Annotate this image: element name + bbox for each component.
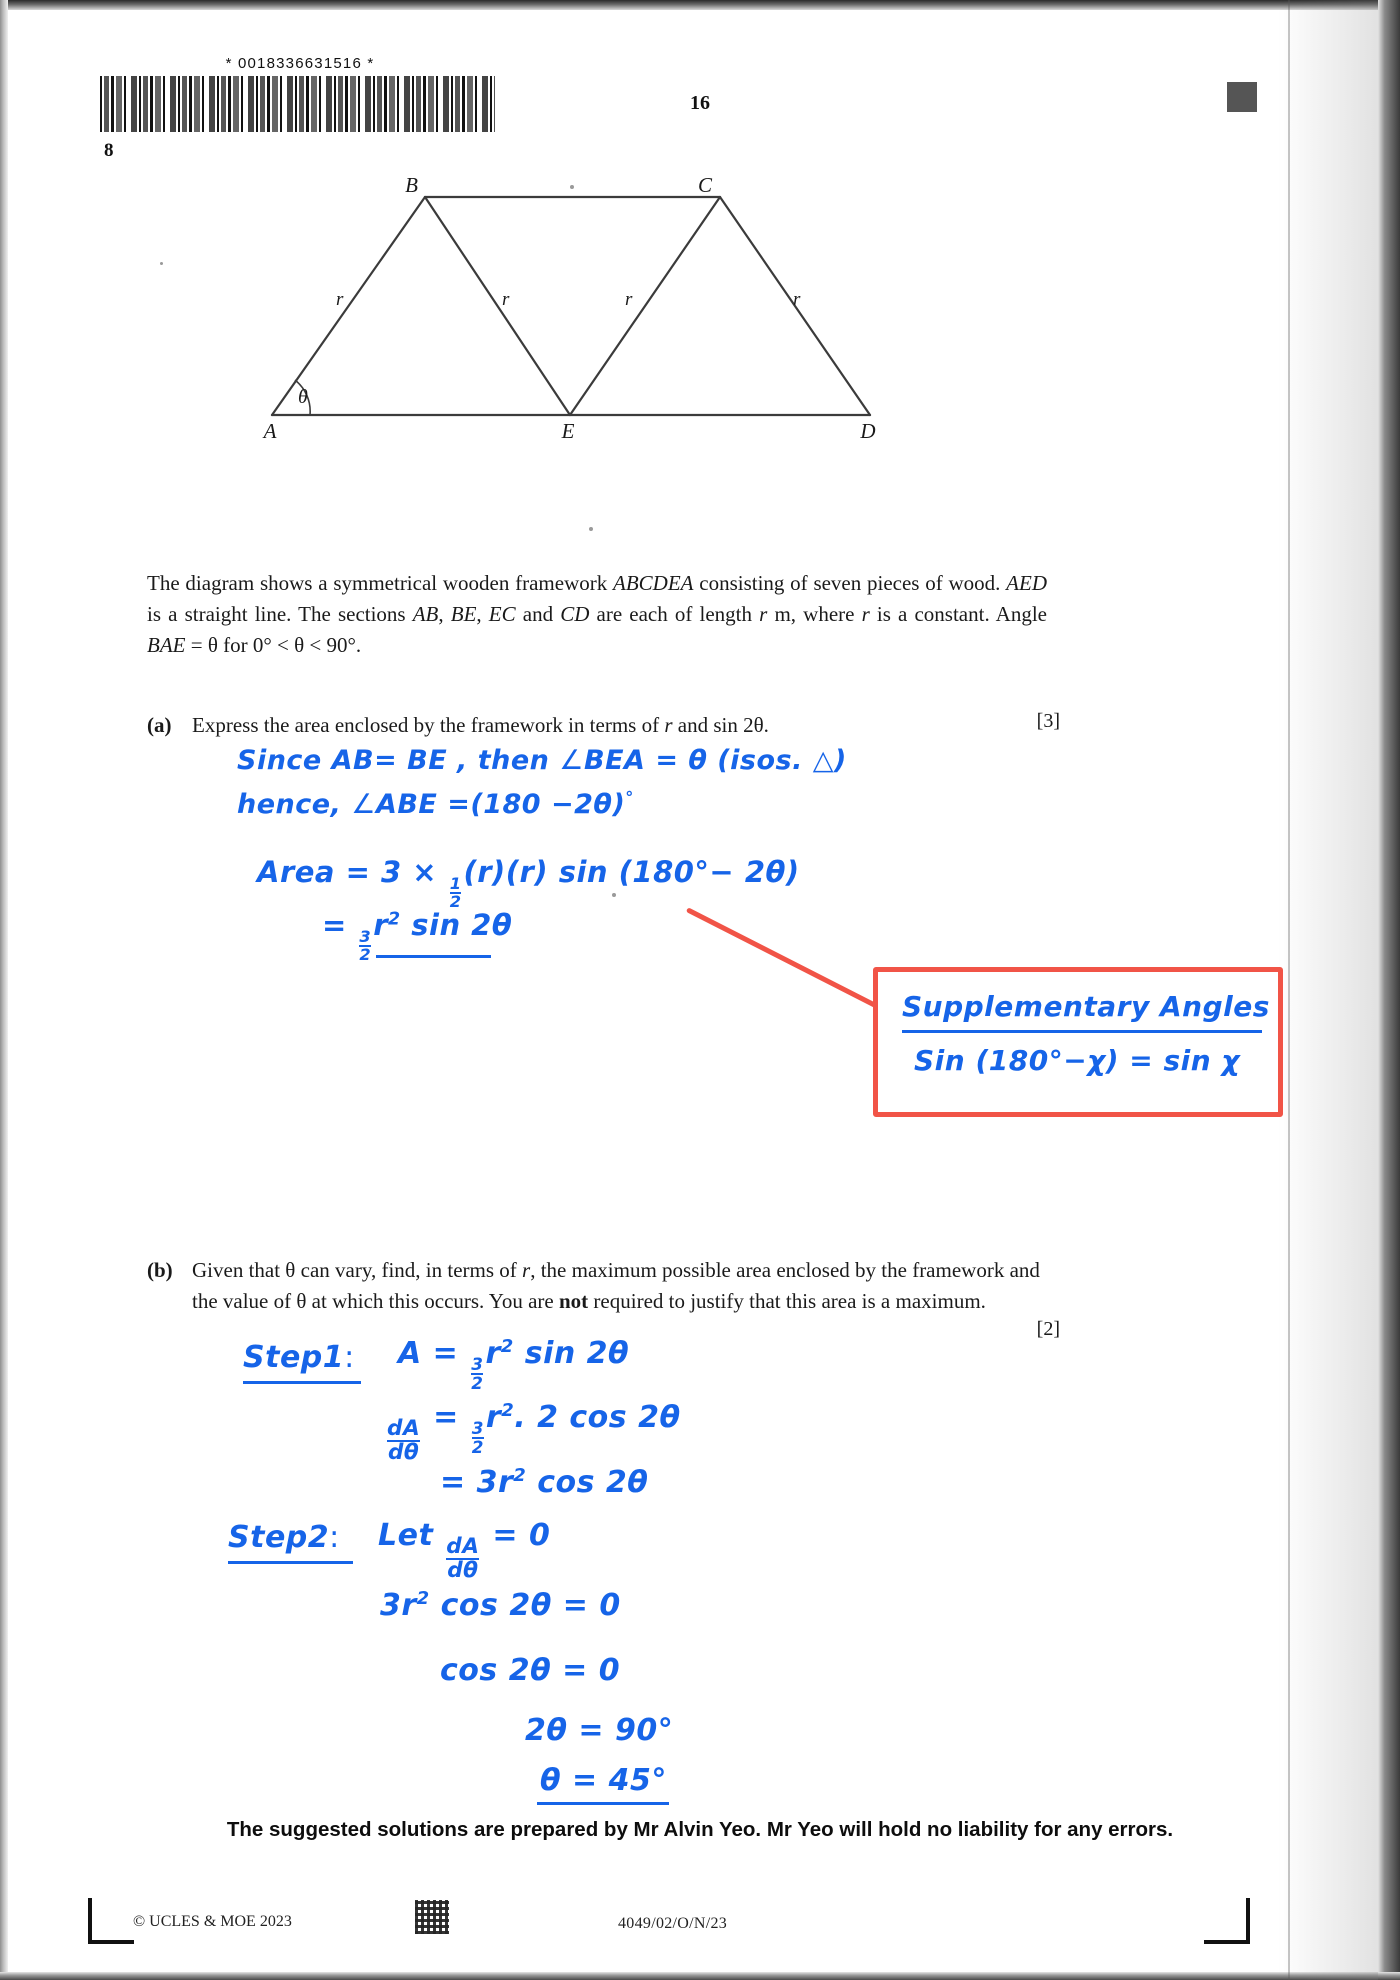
copyright-text: © UCLES & MOE 2023 <box>133 1913 292 1930</box>
part-a-italic-r: r <box>664 713 673 737</box>
stem-sep-3: and <box>515 602 561 626</box>
vertex-label-D: D <box>860 419 876 440</box>
fraction-dA-dtheta <box>446 1533 480 1583</box>
solution-a-line-1 <box>237 745 847 776</box>
framework-diagram <box>240 175 920 440</box>
fraction-denominator: dθ <box>387 1439 420 1465</box>
let-equals-zero: = 0 <box>492 1518 551 1553</box>
stem-framework: ABCDEA <box>613 571 694 595</box>
fraction-numerator: 3 <box>359 926 372 946</box>
part-b-line2-a: and the value of θ at which this occurs. You are <box>192 1258 1040 1313</box>
scan-spine-shadow <box>1278 0 1378 1980</box>
framework-svg <box>240 175 920 440</box>
vertex-label-E: E <box>561 419 575 440</box>
eq1-exponent: 2 <box>416 1588 430 1609</box>
solution-a-line2-post: ABE =(180 −2θ) <box>375 789 626 820</box>
scan-spine-line <box>1288 0 1290 1980</box>
scan-edge-left <box>0 0 8 1980</box>
line-A-rest: sin 2θ <box>513 1336 630 1371</box>
step1-underline <box>243 1381 361 1384</box>
stem-r-2: r <box>861 602 870 626</box>
question-number: 8 <box>104 140 114 161</box>
step2-colon: : <box>329 1520 340 1555</box>
stem-ab: AB <box>412 602 439 626</box>
fraction-one-half <box>449 873 462 912</box>
crop-mark-left <box>88 1898 134 1944</box>
part-a <box>147 710 1047 741</box>
result-r: r <box>373 908 389 942</box>
stem-ec: EC <box>488 602 516 626</box>
step1-colon: : <box>344 1340 355 1375</box>
step1-text: Step1 <box>243 1340 345 1375</box>
segment-AB <box>272 197 425 415</box>
vertex-label-A: A <box>263 419 277 440</box>
segment-BE <box>425 197 570 415</box>
result-rest: sin 2θ <box>400 908 513 942</box>
fraction-denominator: 2 <box>449 892 462 912</box>
scan-edge-top <box>0 0 1400 10</box>
derivative-r: r <box>485 1400 502 1435</box>
fraction-numerator: dA <box>387 1415 421 1441</box>
solution-b-step1-label <box>243 1340 355 1375</box>
vertex-label-B: B <box>405 175 418 197</box>
qr-code-icon <box>415 1900 449 1934</box>
scan-speck <box>160 262 163 265</box>
part-b-line1-a: Given that θ can vary, find, in terms of <box>192 1258 523 1282</box>
part-a-text-after: and sin 2θ. <box>672 713 769 737</box>
stem-text-2d: is a constant. Angle <box>869 602 1047 626</box>
crop-mark-right <box>1204 1898 1250 1944</box>
stem-text-1: The diagram shows a symmetrical wooden framework <box>147 571 614 595</box>
stem-text-2b: are each of length <box>589 602 760 626</box>
barcode-number: * 0018336631516 * <box>225 55 375 72</box>
solution-b-eq-1 <box>380 1588 621 1623</box>
solution-b-derivative-line <box>385 1400 681 1464</box>
part-b-line2-b: required to justify that this area is a maximum. <box>588 1289 986 1313</box>
angle-symbol-icon: ∠ <box>559 745 584 776</box>
solution-a-area-line <box>257 855 800 911</box>
line3-exponent: 2 <box>513 1465 527 1486</box>
segment-EC <box>570 197 720 415</box>
part-b-marks: [2] <box>1036 1318 1060 1340</box>
annotation-title: Supplementary Angles <box>902 990 1270 1023</box>
solution-b-line-A <box>398 1336 629 1392</box>
vertex-label-C: C <box>697 175 712 197</box>
stem-sep-1: , <box>438 602 451 626</box>
solution-b-line-3 <box>440 1465 648 1500</box>
part-b-line1-b: , the maximum possible area enclosed by the framework <box>530 1258 1005 1282</box>
scan-edge-bottom <box>0 1972 1400 1980</box>
line3-pre: 3r <box>476 1465 514 1500</box>
stem-text-2c: m, where <box>767 602 862 626</box>
eq1-rest: cos 2θ = 0 <box>429 1588 621 1623</box>
side-label-r-BE: r <box>502 289 510 310</box>
solution-b-let-line <box>378 1518 550 1582</box>
credit-note: The suggested solutions are prepared by Mr Alvin Yeo. Mr Yeo will hold no liability for any errors. <box>226 1818 1174 1841</box>
derivative-exponent: 2 <box>501 1400 515 1421</box>
annotation-title-underline <box>902 1030 1262 1033</box>
annotation-formula: Sin (180°−χ) = sin χ <box>914 1044 1240 1077</box>
angle-symbol-icon: ∠ <box>351 789 376 820</box>
margin-ghost-text <box>1373 0 1388 230</box>
fraction-three-halves <box>472 1420 484 1456</box>
fraction-three-halves <box>471 1356 483 1392</box>
solution-b-eq-3: 2θ = 90° <box>525 1713 674 1748</box>
fraction-denominator: 2 <box>359 945 372 965</box>
part-b-italic-r: r <box>522 1258 531 1282</box>
stem-sep-2: , <box>476 602 489 626</box>
side-label-r-AB: r <box>336 289 344 310</box>
line3-equals: = <box>440 1465 466 1500</box>
solution-a-answer-underline <box>376 955 491 958</box>
derivative-equals: = <box>433 1400 459 1435</box>
registration-mark <box>1227 82 1257 112</box>
step2-underline <box>228 1561 353 1564</box>
fraction-dA-dtheta <box>387 1415 421 1465</box>
fraction-numerator: 3 <box>471 1354 484 1375</box>
solution-b-step2-label <box>228 1520 340 1555</box>
solution-a-line-2 <box>237 788 634 820</box>
line-A-r: r <box>485 1336 501 1371</box>
part-b <box>147 1255 1047 1317</box>
result-equals: = <box>322 908 347 942</box>
fraction-numerator: 3 <box>471 1418 484 1439</box>
stem-be: BE <box>450 602 477 626</box>
stem-r-1: r <box>759 602 768 626</box>
step2-text: Step2 <box>228 1520 330 1555</box>
derivative-rest: . 2 cos 2θ <box>514 1400 681 1435</box>
part-b-text <box>192 1255 1047 1317</box>
eq1-pre: 3r <box>380 1588 417 1623</box>
line-A-lhs: A = <box>398 1336 459 1371</box>
solution-b-final-answer: θ = 45° <box>540 1763 667 1798</box>
let-text: Let <box>378 1518 434 1553</box>
result-exponent: 2 <box>388 909 401 930</box>
line3-rest: cos 2θ <box>526 1465 649 1500</box>
annotation-box <box>873 967 1283 1117</box>
question-stem <box>147 568 1047 661</box>
stem-aed: AED <box>1006 571 1047 595</box>
final-answer-underline <box>537 1802 669 1805</box>
stem-text-2: is a straight line. The sections <box>147 602 413 626</box>
part-a-label: (a) <box>147 713 172 737</box>
fraction-numerator: 1 <box>449 873 462 893</box>
stem-text-1b: consisting of seven pieces of wood. <box>693 571 1007 595</box>
part-b-bold-not: not <box>558 1289 589 1313</box>
solution-a-line2-pre: hence, <box>237 789 352 820</box>
solution-a-line1-pre: Since AB= BE , then <box>237 745 560 776</box>
fraction-denominator: 2 <box>471 1437 484 1458</box>
fraction-three-halves <box>359 926 372 965</box>
scan-edge-right <box>1378 0 1400 1980</box>
part-a-marks: [3] <box>1036 710 1060 732</box>
part-b-label: (b) <box>147 1258 173 1282</box>
stem-cd: CD <box>560 602 590 626</box>
page-number: 16 <box>690 92 710 114</box>
part-a-text <box>192 710 1047 741</box>
part-a-text-before: Express the area enclosed by the framework in terms of <box>192 713 665 737</box>
side-label-r-EC: r <box>625 289 633 310</box>
angle-label-theta: θ <box>298 386 308 408</box>
solution-b-eq-2: cos 2θ = 0 <box>440 1653 621 1688</box>
paper-code: 4049/02/O/N/23 <box>618 1915 728 1932</box>
line-A-exponent: 2 <box>500 1336 514 1357</box>
stem-text-3: = θ for 0° < θ < 90°. <box>185 633 362 657</box>
stem-bae: BAE <box>147 633 186 657</box>
fraction-denominator: dθ <box>447 1557 479 1583</box>
scan-speck <box>589 527 593 531</box>
solution-a-line2-degree: ° <box>625 788 634 807</box>
area-label: Area = <box>257 855 371 889</box>
solution-a-line1-post: BEA = θ (isos. △) <box>584 745 847 776</box>
fraction-denominator: 2 <box>471 1373 484 1394</box>
fraction-numerator: dA <box>446 1533 480 1559</box>
area-rhs-post: (r)(r) sin (180°− 2θ) <box>463 855 800 889</box>
area-rhs-pre: 3 × <box>381 855 438 889</box>
side-label-r-CD: r <box>793 289 801 310</box>
